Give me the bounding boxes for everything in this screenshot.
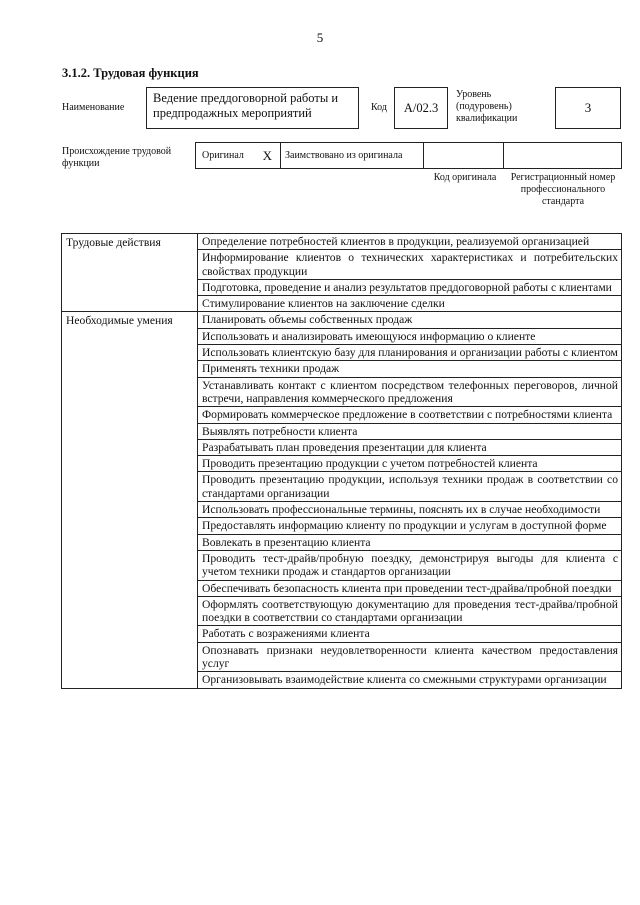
code-value: А/02.3 <box>403 100 439 115</box>
page-number: 5 <box>316 30 324 45</box>
table-cell: Проводить презентацию продукции, используя техники продаж в соответствии со стандартами организации <box>198 472 622 502</box>
category-cell: Необходимые умения <box>62 312 198 688</box>
function-name-box <box>146 87 359 129</box>
code-original-caption: Код оригинала <box>433 172 497 183</box>
table-row <box>62 312 622 328</box>
table-cell: Использовать профессиональные термины, пояснять их в случае необходимости <box>198 502 622 518</box>
borrowed-label: Заимствовано из оригинала <box>285 150 403 161</box>
level-value: 3 <box>584 100 592 115</box>
section-title: 3.1.2. Трудовая функция <box>62 66 199 80</box>
table-cell: Вовлекать в презентацию клиента <box>198 534 622 550</box>
table-cell: Проводить презентацию продукции с учетом потребностей клиента <box>198 456 622 472</box>
table-cell: Предоставлять информацию клиенту по продукции и услугам в доступной форме <box>198 518 622 534</box>
table-cell: Оформлять соответствующую документацию для проведения тест-драйва/пробной поездки в соответствии со стандартами организации <box>198 596 622 626</box>
table-cell: Использовать и анализировать имеющуюся информацию о клиенте <box>198 328 622 344</box>
table-cell: Работать с возражениями клиента <box>198 626 622 642</box>
level-label: Уровень (подуровень) квалификации <box>456 89 518 124</box>
origin-label: Происхождение трудовой функции <box>62 146 172 169</box>
level-box <box>555 87 621 129</box>
table-cell: Устанавливать контакт с клиентом посредством телефонных переговоров, личной встречи, направления коммерческого предложения <box>198 377 622 407</box>
name-label: Наименование <box>62 102 125 113</box>
table-cell: Применять техники продаж <box>198 361 622 377</box>
table-cell: Определение потребностей клиентов в продукции, реализуемой организацией <box>198 234 622 250</box>
table-cell: Подготовка, проведение и анализ результатов преддоговорной работы с клиентами <box>198 279 622 295</box>
table-cell: Проводить тест-драйв/пробную поездку, демонстрируя выгоды для клиента с учетом техники продаж и стандартов организации <box>198 550 622 580</box>
table-cell: Разрабатывать план проведения презентации для клиента <box>198 439 622 455</box>
table-cell: Использовать клиентскую базу для планирования и организации работы с клиентом <box>198 345 622 361</box>
table-cell: Планировать объемы собственных продаж <box>198 312 622 328</box>
reg-number-cell <box>504 142 622 169</box>
table-cell: Обеспечивать безопасность клиента при проведении тест-драйва/пробной поездки <box>198 580 622 596</box>
code-label: Код <box>371 102 387 113</box>
category-cell: Трудовые действия <box>62 234 198 312</box>
original-cell <box>195 142 281 169</box>
table-cell: Выявлять потребности клиента <box>198 423 622 439</box>
table-cell: Стимулирование клиентов на заключение сделки <box>198 296 622 312</box>
code-box <box>394 87 448 129</box>
reg-number-caption: Регистрационный номер профессионального стандарта <box>510 172 616 207</box>
original-label: Оригинал <box>202 150 244 161</box>
code-original-cell <box>424 142 504 169</box>
function-name-value: Ведение преддоговорной работы и предпродажных мероприятий <box>153 91 339 120</box>
table-cell: Формировать коммерческое предложение в соответствии с потребностями клиента <box>198 407 622 423</box>
table-cell: Опознавать признаки неудовлетворенности клиента качеством предоставления услуг <box>198 642 622 672</box>
table-cell: Информирование клиентов о технических характеристиках и потребительских свойствах продукции <box>198 250 622 280</box>
origin-row <box>195 142 622 169</box>
table-cell: Организовывать взаимодействие клиента со смежными структурами организации <box>198 672 622 688</box>
table-row <box>62 234 622 250</box>
function-table <box>61 233 622 689</box>
original-mark: X <box>262 147 272 163</box>
borrowed-cell <box>281 142 424 169</box>
